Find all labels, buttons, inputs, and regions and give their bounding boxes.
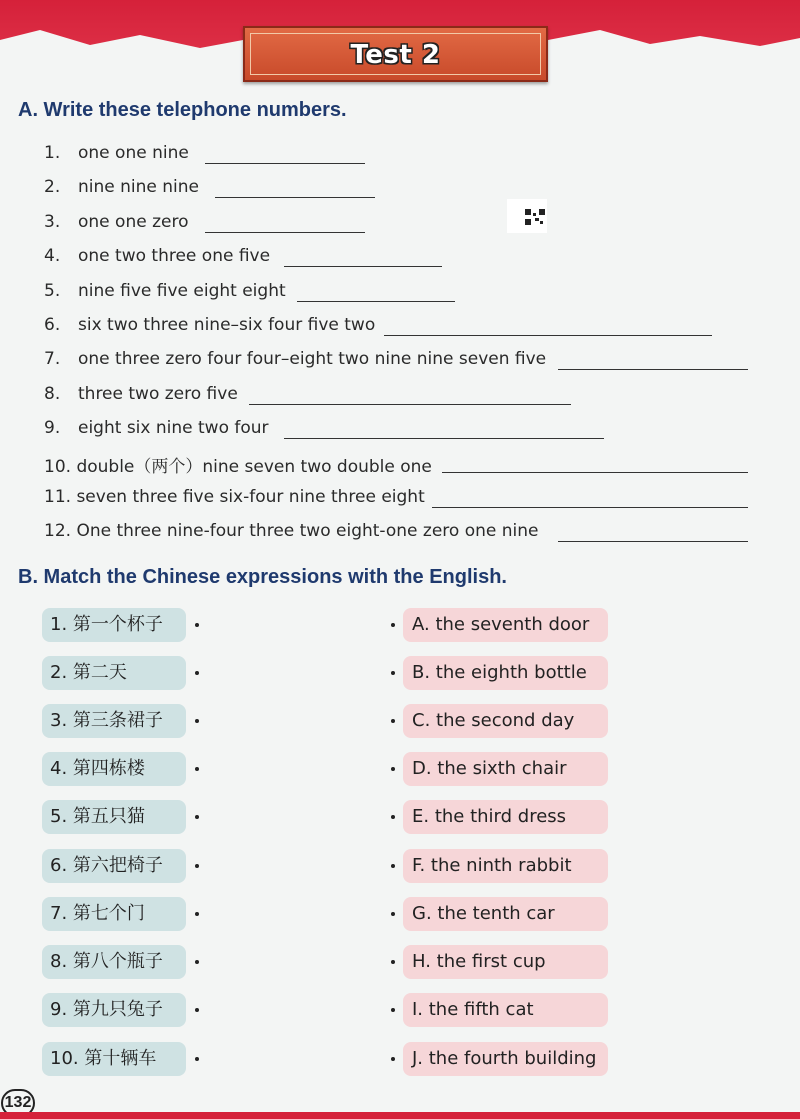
question-number: 2. (44, 177, 61, 197)
english-expression-pill[interactable]: E. the third dress (403, 800, 608, 834)
question-number: 10. (44, 457, 72, 477)
match-dot-right[interactable] (391, 719, 395, 723)
question-row (44, 487, 764, 511)
question-number-and-text (44, 487, 425, 507)
match-dot-left[interactable] (195, 671, 199, 675)
chinese-expression-pill[interactable]: 2. 第二天 (42, 656, 186, 690)
qr-code-icon (525, 209, 545, 225)
chinese-expression-pill[interactable]: 3. 第三条裙子 (42, 704, 186, 738)
question-number: 7. (44, 349, 61, 369)
chinese-expression-pill[interactable]: 6. 第六把椅子 (42, 849, 186, 883)
question-number: 3. (44, 212, 61, 232)
match-dot-right[interactable] (391, 864, 395, 868)
match-dot-left[interactable] (195, 815, 199, 819)
qr-code-image (507, 199, 547, 233)
match-dot-right[interactable] (391, 815, 395, 819)
chinese-expression-pill[interactable]: 8. 第八个瓶子 (42, 945, 186, 979)
question-row (44, 452, 764, 476)
answer-blank[interactable] (215, 197, 375, 198)
question-text: eight six nine two four (78, 418, 269, 438)
question-row (44, 349, 764, 373)
question-text: seven three five six-four nine three eight (76, 487, 425, 507)
question-text: One three nine-four three two eight-one zero one nine (76, 521, 539, 541)
match-dot-right[interactable] (391, 623, 395, 627)
chinese-expression-pill[interactable]: 9. 第九只兔子 (42, 993, 186, 1027)
chinese-expression-pill[interactable]: 10. 第十辆车 (42, 1042, 186, 1076)
answer-blank[interactable] (249, 404, 571, 405)
english-expression-pill[interactable]: A. the seventh door (403, 608, 608, 642)
question-text: one one nine (78, 143, 189, 163)
question-row (44, 212, 764, 236)
english-expression-pill[interactable]: D. the sixth chair (403, 752, 608, 786)
question-number: 4. (44, 246, 61, 266)
match-dot-left[interactable] (195, 623, 199, 627)
match-dot-left[interactable] (195, 1008, 199, 1012)
match-dot-right[interactable] (391, 912, 395, 916)
section-b-heading: B. Match the Chinese expressions with the English. (18, 566, 507, 588)
question-row (44, 177, 764, 201)
match-dot-right[interactable] (391, 767, 395, 771)
question-text: double（两个）nine seven two double one (76, 457, 432, 477)
match-dot-left[interactable] (195, 767, 199, 771)
answer-blank[interactable] (384, 335, 712, 336)
page-title: Test 2 (350, 40, 441, 70)
match-dot-right[interactable] (391, 1008, 395, 1012)
match-dot-left[interactable] (195, 719, 199, 723)
answer-blank[interactable] (284, 266, 442, 267)
question-number: 5. (44, 281, 61, 301)
answer-blank[interactable] (432, 507, 748, 508)
question-number-and-text (44, 452, 432, 477)
match-dot-right[interactable] (391, 671, 395, 675)
question-row (44, 315, 764, 339)
chinese-expression-pill[interactable]: 7. 第七个门 (42, 897, 186, 931)
english-expression-pill[interactable]: I. the fifth cat (403, 993, 608, 1027)
english-expression-pill[interactable]: F. the ninth rabbit (403, 849, 608, 883)
question-row (44, 418, 764, 442)
question-text: one one zero (78, 212, 189, 232)
question-row (44, 521, 764, 545)
answer-blank[interactable] (297, 301, 455, 302)
question-number: 6. (44, 315, 61, 335)
match-dot-right[interactable] (391, 960, 395, 964)
question-number: 1. (44, 143, 61, 163)
chinese-expression-pill[interactable]: 4. 第四栋楼 (42, 752, 186, 786)
question-text: nine nine nine (78, 177, 200, 197)
question-text: one three zero four four–eight two nine nine seven five (78, 349, 547, 369)
question-row (44, 143, 764, 167)
english-expression-pill[interactable]: G. the tenth car (403, 897, 608, 931)
answer-blank[interactable] (558, 369, 748, 370)
match-dot-right[interactable] (391, 1057, 395, 1061)
question-number: 11. (44, 487, 72, 507)
english-expression-pill[interactable]: B. the eighth bottle (403, 656, 608, 690)
english-expression-pill[interactable]: J. the fourth building (403, 1042, 608, 1076)
question-text: nine five five eight eight (78, 281, 286, 301)
question-row (44, 384, 764, 408)
answer-blank[interactable] (442, 472, 748, 473)
question-row (44, 281, 764, 305)
match-dot-left[interactable] (195, 864, 199, 868)
question-number: 9. (44, 418, 61, 438)
question-number-and-text (44, 521, 539, 541)
english-expression-pill[interactable]: C. the second day (403, 704, 608, 738)
answer-blank[interactable] (205, 163, 365, 164)
question-number: 12. (44, 521, 72, 541)
footer-strip (0, 1112, 800, 1119)
question-text: three two zero five (78, 384, 238, 404)
match-dot-left[interactable] (195, 960, 199, 964)
match-dot-left[interactable] (195, 912, 199, 916)
chinese-expression-pill[interactable]: 1. 第一个杯子 (42, 608, 186, 642)
question-text: six two three nine–six four five two (78, 315, 376, 335)
english-expression-pill[interactable]: H. the first cup (403, 945, 608, 979)
question-row (44, 246, 764, 270)
answer-blank[interactable] (558, 541, 748, 542)
section-a-heading: A. Write these telephone numbers. (18, 99, 347, 121)
title-plaque (243, 26, 548, 82)
page-number: 132 (1, 1089, 35, 1117)
chinese-expression-pill[interactable]: 5. 第五只猫 (42, 800, 186, 834)
match-dot-left[interactable] (195, 1057, 199, 1061)
question-text: one two three one five (78, 246, 271, 266)
question-number: 8. (44, 384, 61, 404)
answer-blank[interactable] (284, 438, 604, 439)
answer-blank[interactable] (205, 232, 365, 233)
